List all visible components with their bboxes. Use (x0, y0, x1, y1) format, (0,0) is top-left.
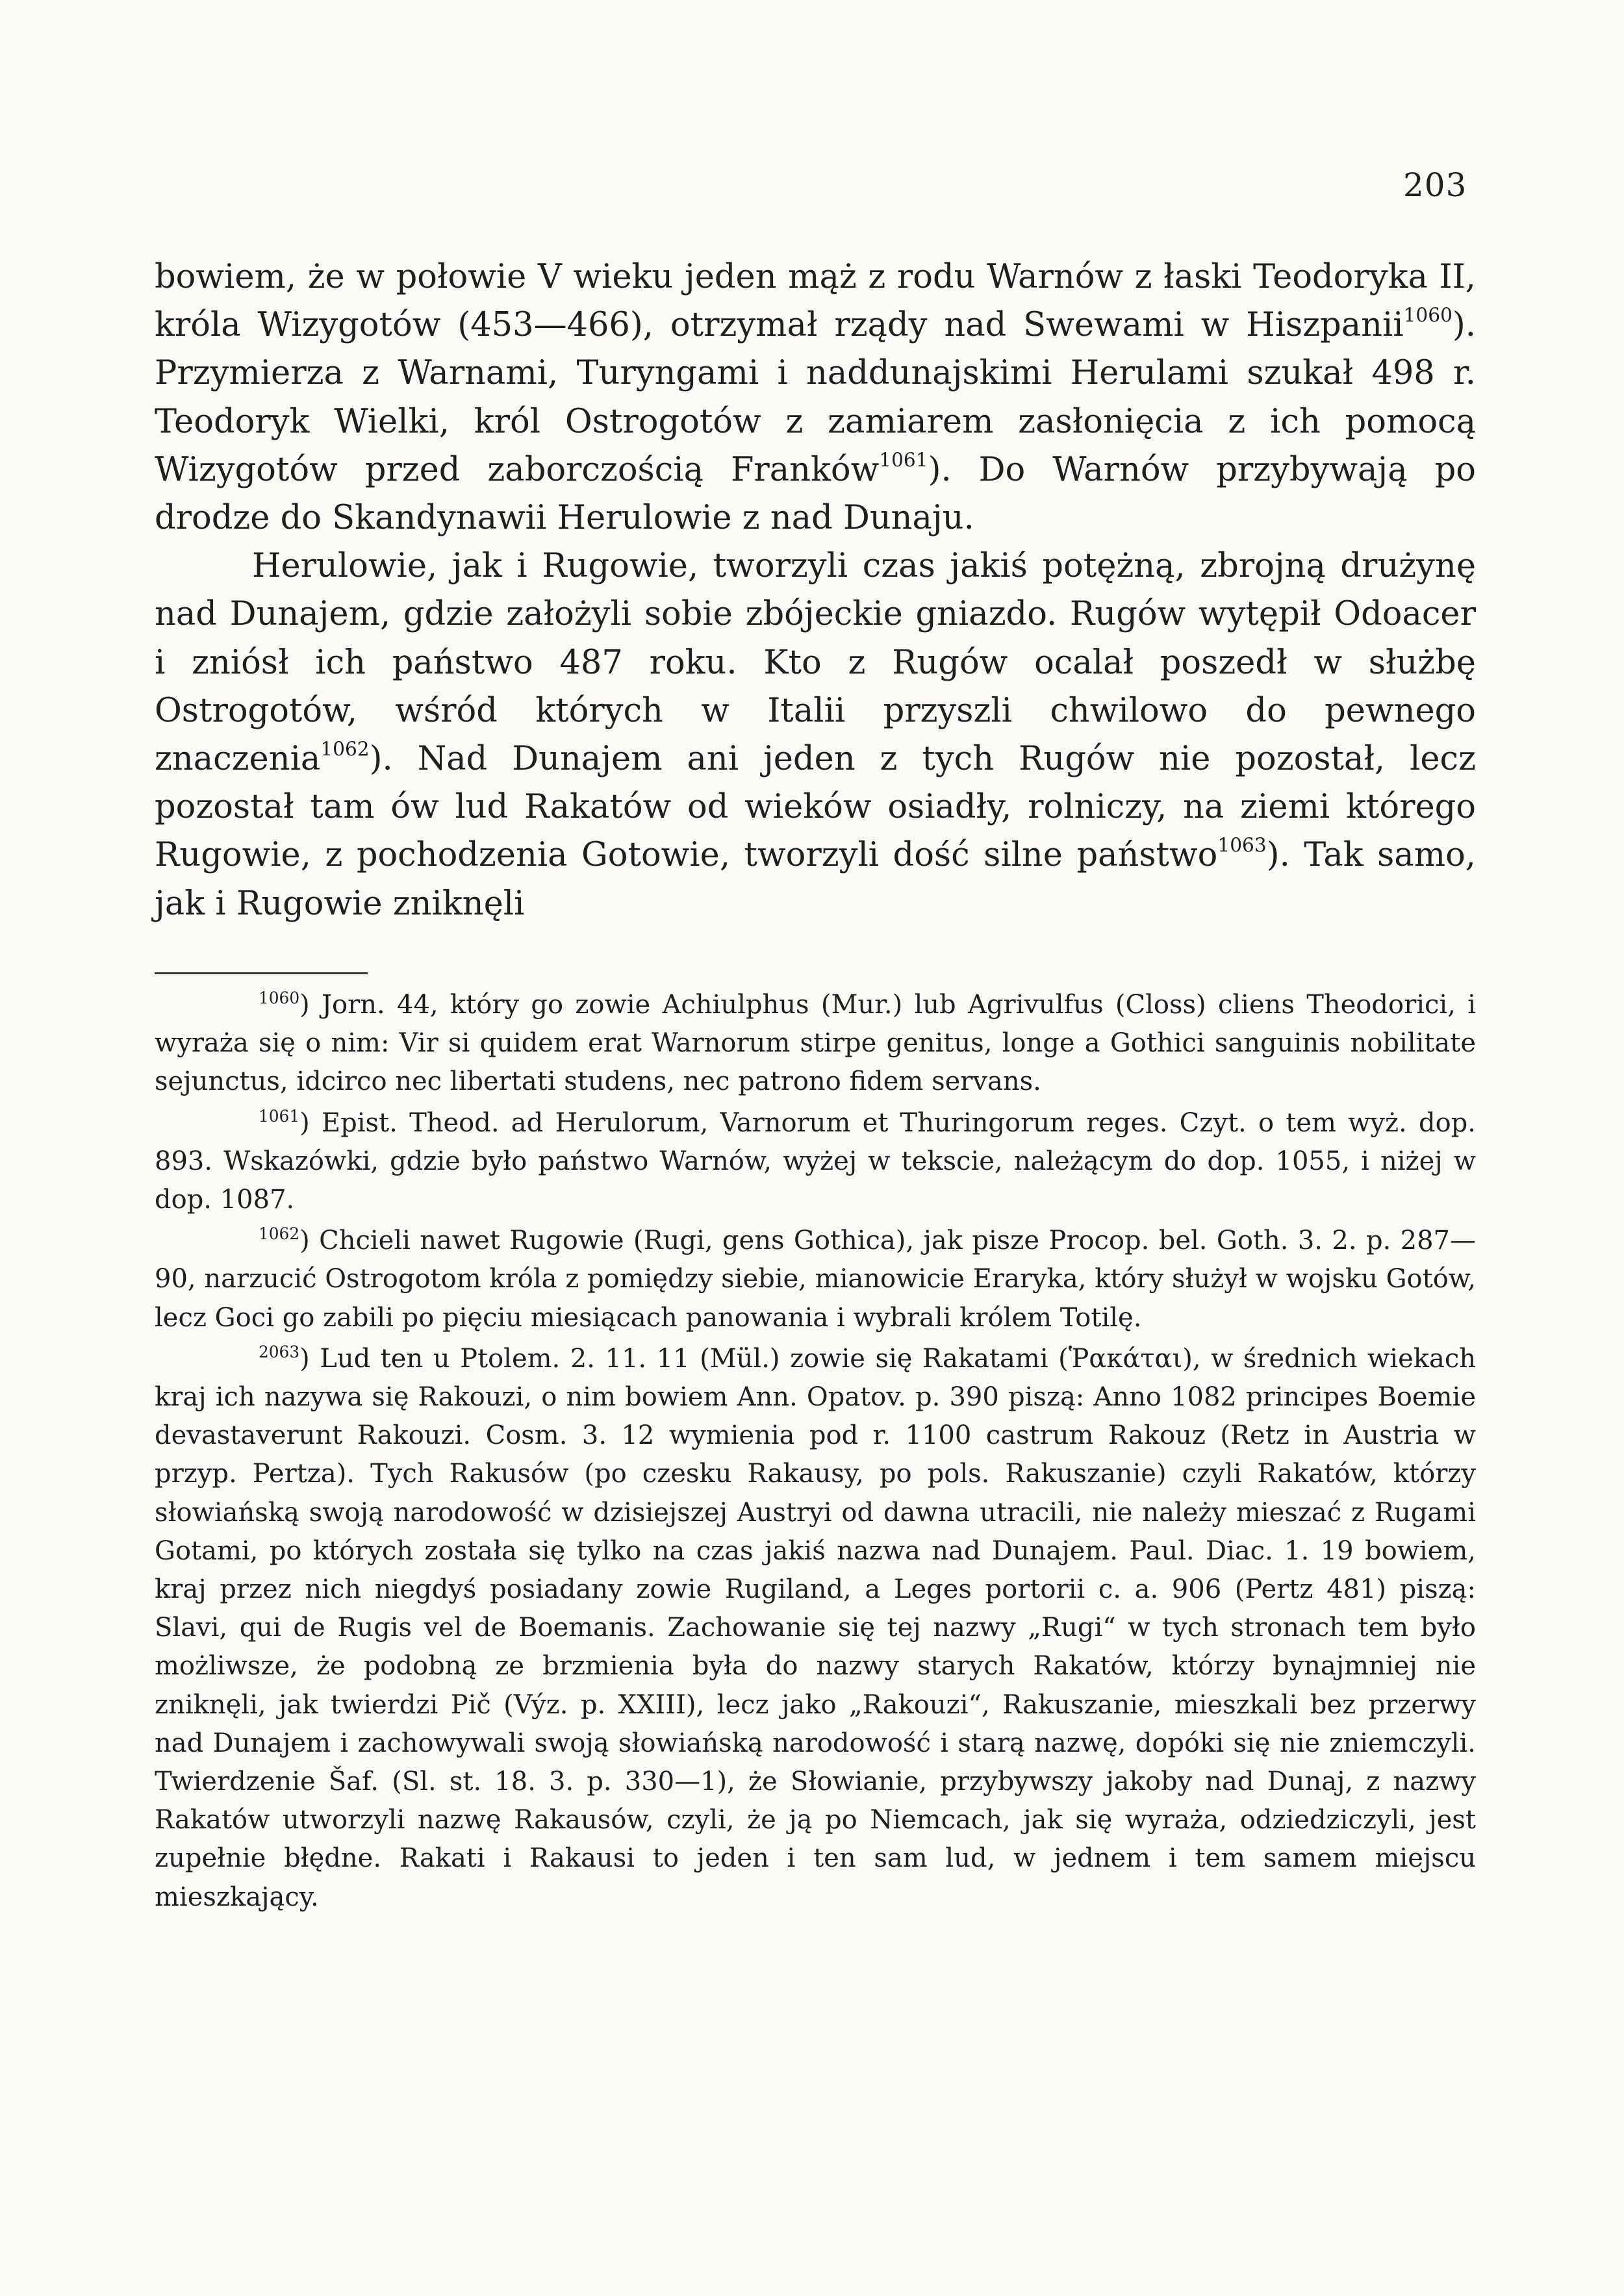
paragraph: Herulowie, jak i Rugowie, tworzyli czas jakiś potężną, zbrojną drużynę nad Dunajem, gdzie założyli sobie zbójeckie gniazdo. Rugów wytępił Odoacer i zniósł ich państwo 487 roku. Kto z Rugów ocalał poszedł w służbę Ostrogotów, wśród których w Italii przyszli chwilowo do pewnego znaczenia$^{1062}$). Nad Dunajem ani jeden z tych Rugów nie pozostał, lecz pozostał tam ów lud Rakatów od wieków osiadły, rolniczy, na ziemi którego Rugowie, z pochodzenia Gotowie, tworzyli dość silne państwo$^{1063}$). Tak samo, jak i Rugowie zniknęli (155, 547, 1476, 923)
paragraph: bowiem, że w połowie V wieku jeden mąż z rodu Warnów z łaski Teodoryka II, króla Wizygotów (453—466), otrzymał rządy nad Swewami w Hiszpanii$^{1060}$). Przymierza z Warnami, Turyngami i naddunajskimi Herulami szukał 498 r. Teodoryk Wielki, król Ostrogotów z zamiarem zasłonięcia z ich pomocą Wizygotów przed zaborczością Franków$^{1061}$). Do Warnów przybywają po drodze do Skandynawii Herulowie z nad Dunaju. (155, 258, 1476, 538)
footnote-label: 1061 (259, 1106, 300, 1126)
footnote-reference: 1061 (879, 449, 928, 472)
footnote-label: 1060 (259, 989, 300, 1008)
footnote-label: 1062 (259, 1224, 300, 1244)
footnote-separator (155, 972, 368, 974)
footnote-reference: 1062 (320, 738, 370, 761)
footnote-label: 2063 (259, 1342, 300, 1361)
footnote: $^{1060}$) Jorn. 44, który go zowie Achiulphus (Mur.) lub Agrivulfus (Closs) cliens Theodorici, i wyraża się o nim: Vir si quidem erat Warnorum stirpe genitus, longe a Gothici sanguinis nobilitate sejunctus, idcirco nec libertati studens, nec patrono fidem servans. (155, 989, 1476, 1097)
page-number: 203 (1403, 166, 1467, 204)
footnote-reference: 1060 (1403, 304, 1453, 327)
footnotes (155, 986, 1476, 1919)
main-text (155, 253, 1476, 928)
footnote-reference: 1063 (1217, 835, 1267, 857)
footnote: $^{1062}$) Chcieli nawet Rugowie (Rugi, gens Gothica), jak pisze Procop. bel. Goth. 3. 2. p. 287—90, narzucić Ostrogotom króla z pomiędzy siebie, mianowicie Eraryka, który służył w wojsku Gotów, lecz Goci go zabili po pięciu miesiącach panowania i wybrali królem Totilę. (155, 1224, 1476, 1333)
footnote: $^{1061}$) Epist. Theod. ad Herulorum, Varnorum et Thuringorum reges. Czyt. o tem wyż. dop. 893. Wskazówki, gdzie było państwo Warnów, wyżej w tekscie, należącym do dop. 1055, i niżej w dop. 1087. (155, 1106, 1476, 1215)
footnote: $^{2063}$) Lud ten u Ptolem. 2. 11. 11 (Mül.) zowie się Rakatami (Ῥακάται), w średnich wiekach kraj ich nazywa się Rakouzi, o nim bowiem Ann. Opatov. p. 390 piszą: Anno 1082 principes Boemie devastaverunt Rakouzi. Cosm. 3. 12 wymienia pod r. 1100 castrum Rakouz (Retz in Austria w przyp. Pertza). Tych Rakusów (po czesku Rakausy, po pols. Rakuszanie) czyli Rakatów, którzy słowiańską swoją narodowość w dzisiejszej Austryi od dawna utracili, nie należy mieszać z Rugami Gotami, po których została się tylko na czas jakiś nazwa nad Dunajem. Paul. Diac. 1. 19 bowiem, kraj przez nich niegdyś posiadany zowie Rugiland, a Leges portorii c. a. 906 (Pertz 481) piszą: Slavi, qui de Rugis vel de Boemanis. Zachowanie się tej nazwy „Rugi“ w tych stronach tem było możliwsze, że podobną ze brzmienia była do nazwy starych Rakatów, którzy bynajmniej nie zniknęli, jak twierdzi Pič (Výz. p. XXIII), lecz jako „Rakouzi“, Rakuszanie, mieszkali bez przerwy nad Dunajem i zachowywali swoją słowiańską narodowość i starą nazwę, dopóki się nie zniemczyli. Twierdzenie Šaf. (Sl. st. 18. 3. p. 330—1), że Słowianie, przybywszy jakoby nad Dunaj, z nazwy Rakatów utworzyli nazwę Rakausów, czyli, że ją po Niemcach, jak się wyraża, odziedziczyli, jest zupełnie błędne. Rakati i Rakausi to jeden i ten sam lud, w jednem i tem samem miejscu mieszkający. (155, 1342, 1476, 1912)
